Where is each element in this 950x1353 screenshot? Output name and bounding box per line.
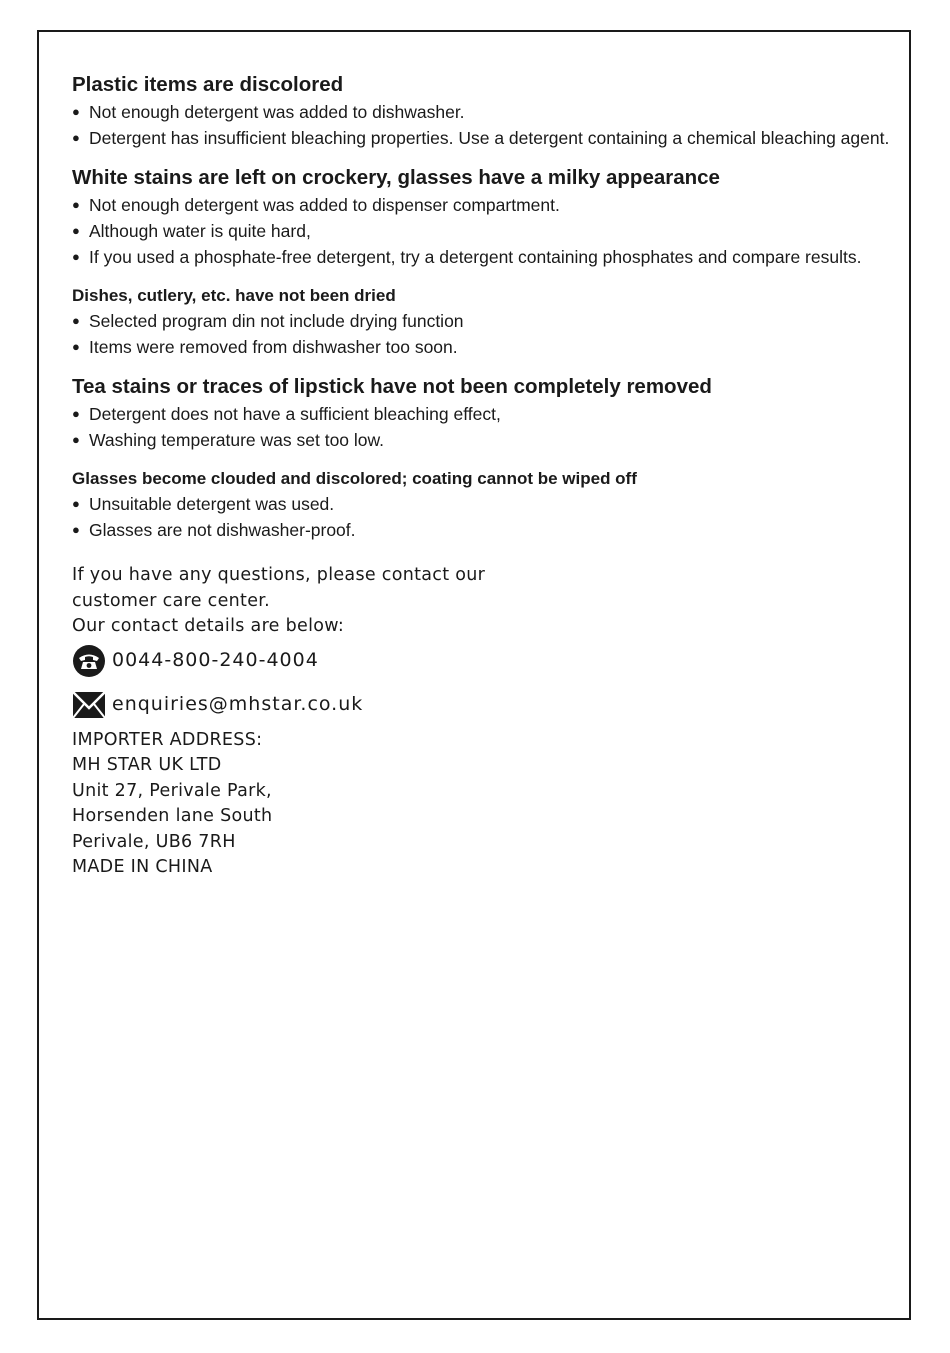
section-glasses-clouded	[72, 467, 892, 541]
section-title: White stains are left on crockery, glasses have a milky appearance	[72, 166, 720, 189]
section-tea-stains	[72, 374, 892, 451]
address-line: Unit 27, Perivale Park,	[72, 780, 272, 801]
phone-row	[72, 644, 892, 678]
list-item: ● If you used a phosphate-free detergent, try a detergent containing phosphates and compare results.	[72, 246, 892, 268]
section-title: Glasses become clouded and discolored; coating cannot be wiped off	[72, 469, 637, 488]
phone-number[interactable]: 0044-800-240-4004	[112, 648, 319, 671]
made-in-label: MADE IN CHINA	[72, 857, 213, 877]
bullet-list	[72, 403, 892, 451]
section-title: Tea stains or traces of lipstick have not been completely removed	[72, 375, 712, 398]
list-item: ● Glasses are not dishwasher-proof.	[72, 519, 892, 541]
contact-intro: Our contact details are below:	[72, 616, 345, 636]
address-label: IMPORTER ADDRESS:	[72, 729, 263, 750]
list-item: ● Detergent does not have a sufficient bleaching effect,	[72, 403, 892, 425]
section-white-stains	[72, 165, 892, 268]
address-line: Horsenden lane South	[72, 806, 273, 826]
bullet-list	[72, 310, 892, 358]
section-title: Plastic items are discolored	[72, 73, 344, 96]
phone-icon	[72, 644, 106, 678]
list-item: ● Washing temperature was set too low.	[72, 429, 892, 451]
troubleshooting-content	[72, 72, 892, 881]
address-line: MH STAR UK LTD	[72, 755, 222, 775]
section-not-dried	[72, 284, 892, 358]
list-item: ● Not enough detergent was added to dishwasher.	[72, 101, 892, 123]
email-row	[72, 688, 892, 722]
list-item: ● Although water is quite hard,	[72, 220, 892, 242]
list-item: ● Not enough detergent was added to dispenser compartment.	[72, 194, 892, 216]
contact-block	[72, 563, 892, 881]
list-item: ● Selected program din not include drying function	[72, 310, 892, 332]
address-line: Perivale, UB6 7RH	[72, 831, 236, 852]
bullet-list	[72, 101, 892, 149]
bullet-list	[72, 493, 892, 541]
list-item: ● Items were removed from dishwasher too soon.	[72, 336, 892, 358]
section-plastic-discolored	[72, 72, 892, 149]
bullet-list	[72, 194, 892, 268]
list-item: ● Unsuitable detergent was used.	[72, 493, 892, 515]
list-item: ● Detergent has insufficient bleaching properties. Use a detergent containing a chemical bleaching agent.	[72, 127, 892, 149]
importer-address	[72, 728, 892, 856]
contact-intro: If you have any questions, please contact our	[72, 565, 486, 585]
section-title: Dishes, cutlery, etc. have not been dried	[72, 286, 396, 305]
contact-intro: customer care center.	[72, 590, 271, 611]
email-address[interactable]: enquiries@mhstar.co.uk	[112, 692, 364, 715]
envelope-icon	[72, 688, 106, 722]
